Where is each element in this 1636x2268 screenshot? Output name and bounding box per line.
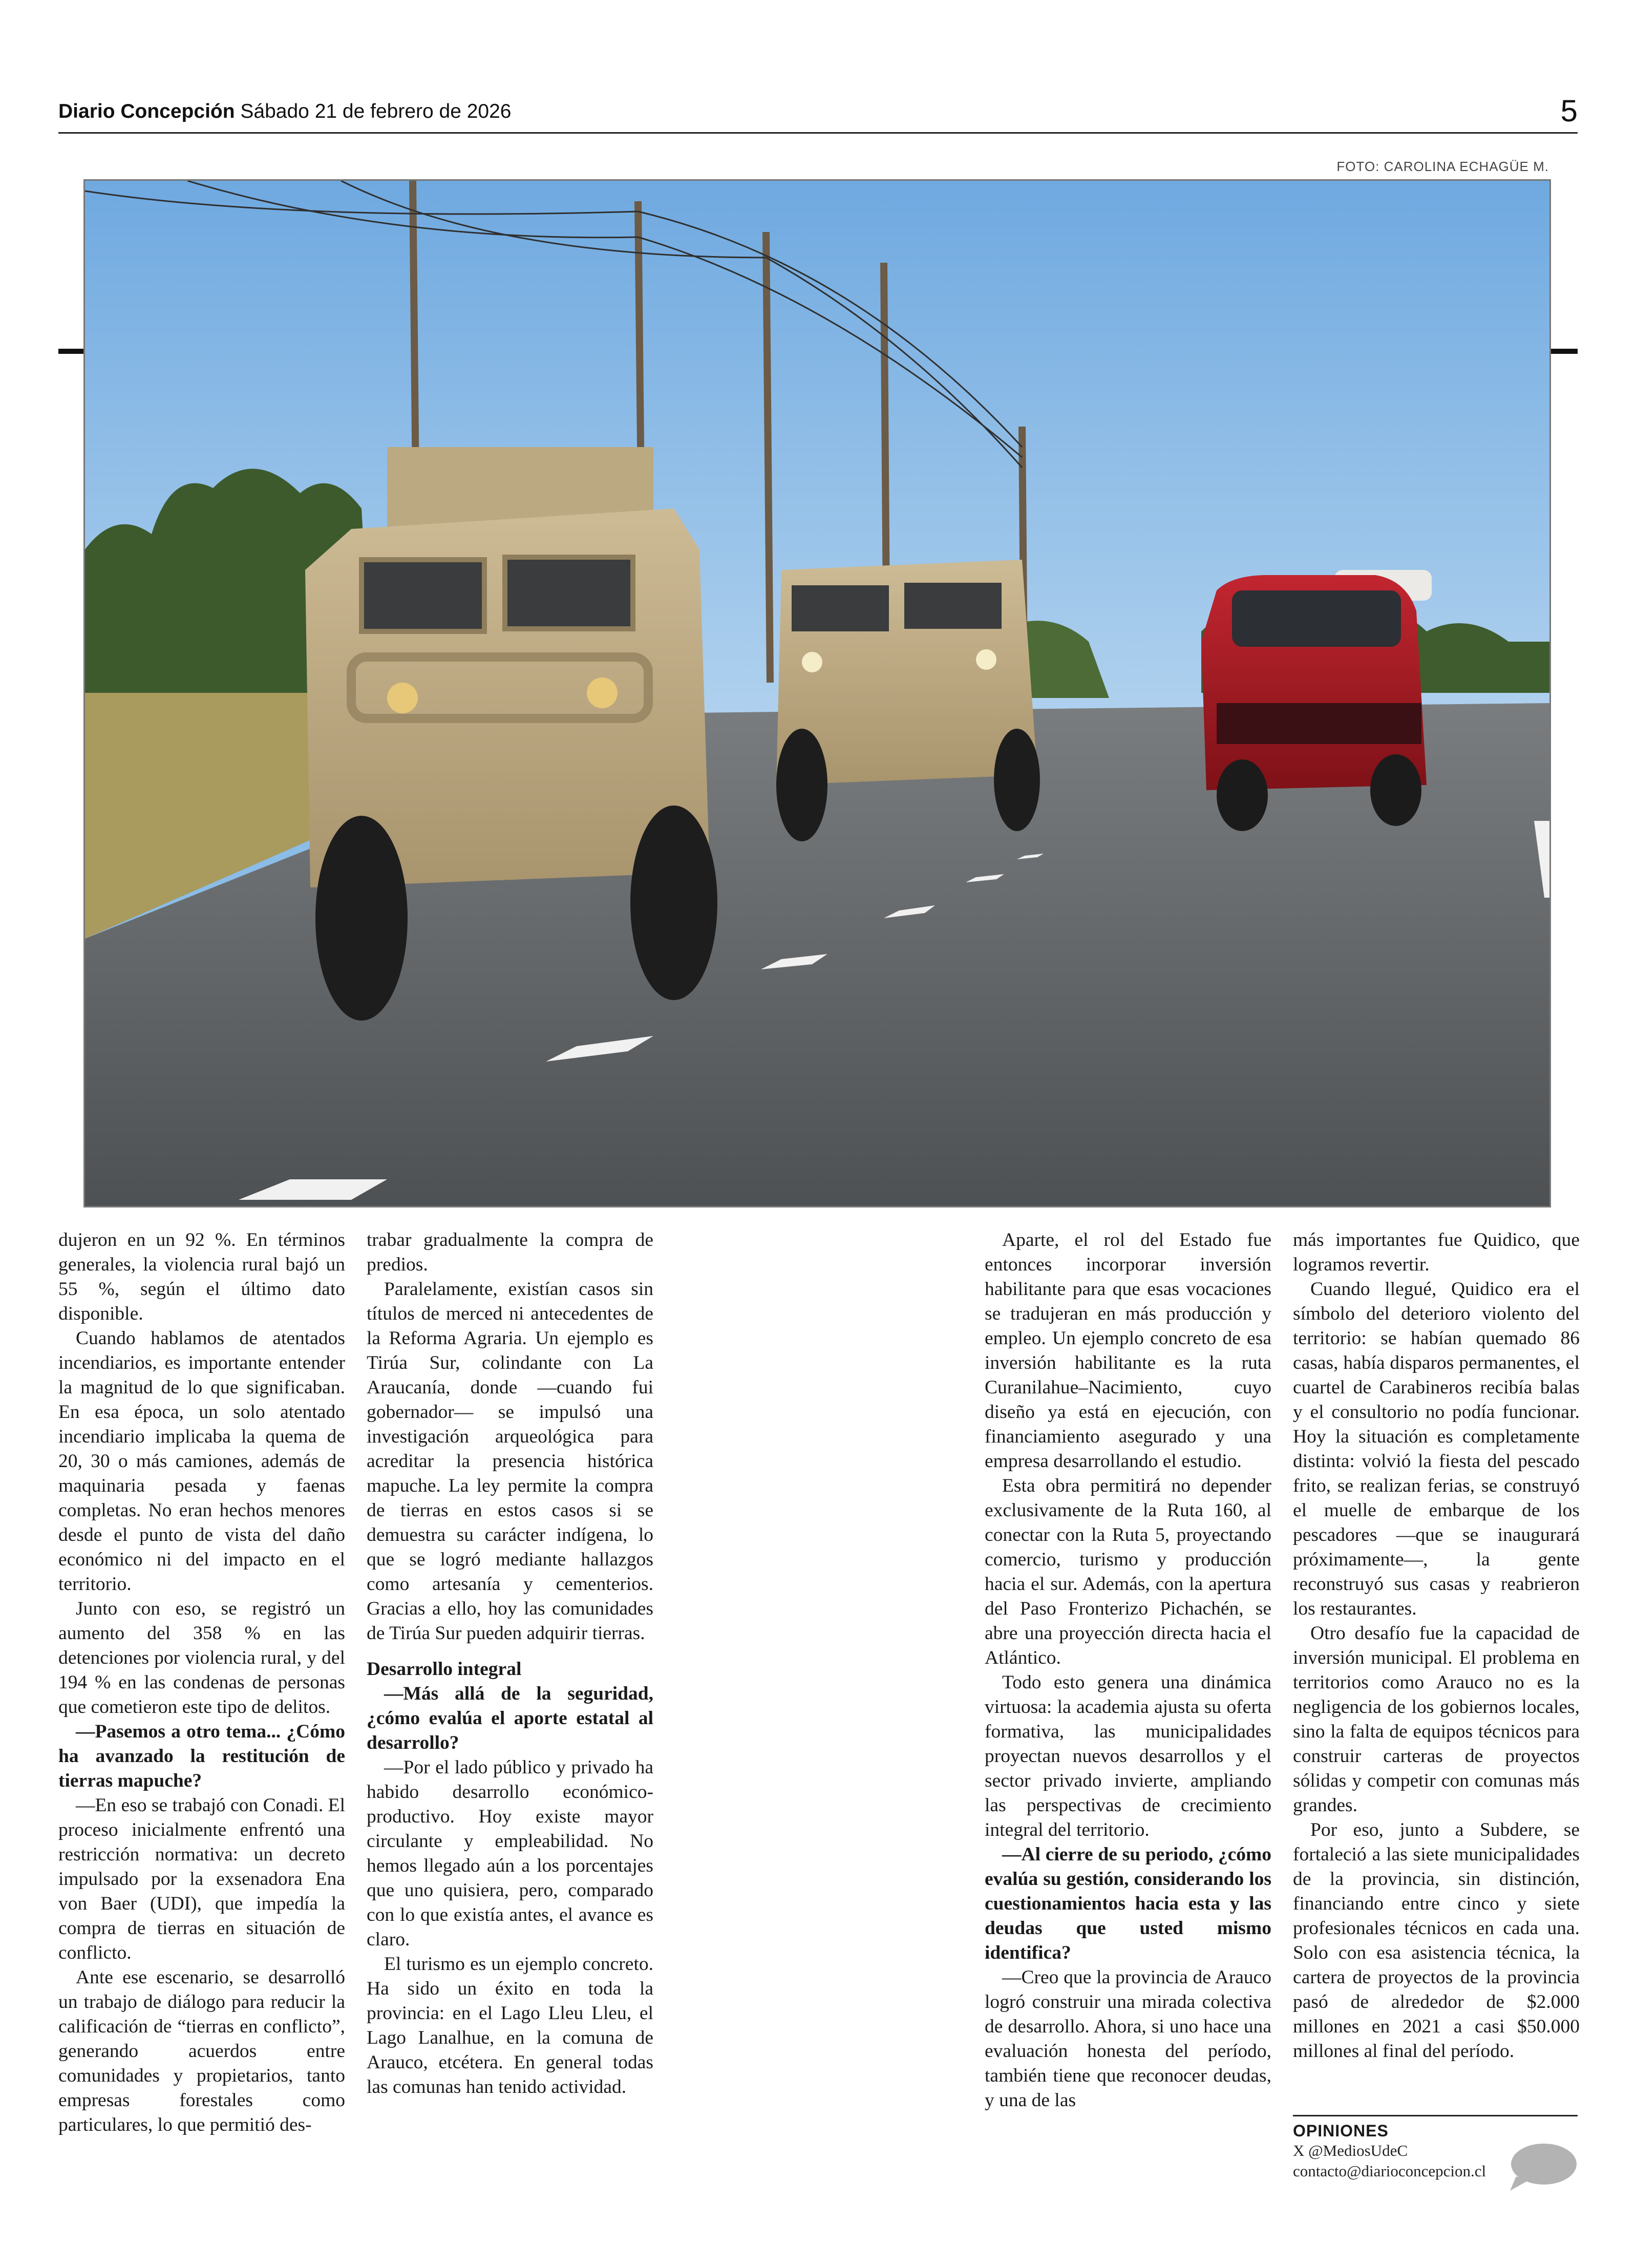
- article-paragraph: —Por el lado público y privado ha habido desarrollo económico-productivo. Hoy existe mayor circulante y empleabilidad. No hemos llegado aún a los porcentajes que uno quisiera, pero, comparado con lo que existía antes, el avance es claro.: [367, 1757, 653, 1950]
- opinions-box: [1293, 2115, 1578, 2181]
- article-paragraph: Cuando hablamos de atentados incendiarios, es importante entender la magnitud de lo que significaban. En esa época, un solo atentado incendiario implicaba la quema de 20, 30 o más camiones, además de maquinaria pesada y faenas completas. No eran hechos menores desde el punto de vista del daño económico ni del impacto en el territorio.: [58, 1328, 345, 1595]
- section-gap: [367, 1646, 653, 1657]
- article-paragraph: trabar gradualmente la compra de predios.: [367, 1230, 653, 1275]
- article-paragraph: Ante ese escenario, se desarrolló un trabajo de diálogo para reducir la calificación de “tierras en conflicto”, generando acuerdos entre comunidades y propietarios, tanto empresas forestales como particulares, lo que permitió des-: [58, 1967, 345, 2135]
- issue-date: Sábado 21 de febrero de 2026: [240, 100, 512, 122]
- newspaper-name: Diario Concepción: [58, 100, 235, 122]
- article-column-3: [985, 1228, 1271, 2113]
- article-paragraph: Paralelamente, existían casos sin títulos de merced ni antecedentes de la Reforma Agraria. Un ejemplo es Tirúa Sur, colindante con La Araucanía, donde —cuando fui gobernador— se impulsó una investigación arqueológica para acreditar la presencia histórica mapuche. La ley permite la compra de tierras en estos casos si se demuestra su carácter indígena, lo que se logró mediante hallazgos como artesanía y cementerios. Gracias a ello, hoy las comunidades de Tirúa Sur pueden adquirir tierras.: [367, 1279, 653, 1644]
- article-paragraph: más importantes fue Quidico, que logramos revertir.: [1293, 1230, 1580, 1275]
- article-column-1: [58, 1228, 345, 2137]
- article-paragraph: Por eso, junto a Subdere, se fortaleció a las siete municipalidades de la provincia, sin distinción, financiando entre cinco y siete profesionales técnicos en cada una. Solo con esa asistencia técnica, la cartera de proyectos de la provincia pasó de alrededor de $2.000 millones en 2021 a casi $50.000 millones al final del período.: [1293, 1819, 1580, 2062]
- interview-question: —Pasemos a otro tema... ¿Cómo ha avanzado la restitución de tierras mapuche?: [58, 1721, 345, 1791]
- interview-question: —Más allá de la seguridad, ¿cómo evalúa el aporte estatal al desarrollo?: [367, 1683, 653, 1753]
- news-photo: [83, 179, 1551, 1207]
- header-rule: [58, 132, 1578, 134]
- page-number: 5: [1560, 94, 1578, 128]
- article-paragraph: Todo esto genera una dinámica virtuosa: la academia ajusta su oferta formativa, las municipalidades proyectan nuevos desarrollos y el sector privado invierte, ampliando las perspectivas de crecimiento integral del territorio.: [985, 1672, 1271, 1840]
- article-paragraph: —En eso se trabajó con Conadi. El proceso inicialmente enfrentó una restricción normativa: un decreto impulsado por la exsenadora Ena von Baer (UDI), que impedía la compra de tierras en situación de conflicto.: [58, 1795, 345, 1963]
- article-column-2: [367, 1228, 653, 2100]
- photo-illustration: [85, 181, 1549, 1206]
- masthead: [58, 100, 512, 123]
- article-paragraph: Junto con eso, se registró un aumento del 358 % en las detenciones por violencia rural, y del 194 % en las condenas de personas que cometieron este tipo de delitos.: [58, 1598, 345, 1718]
- article-paragraph: Aparte, el rol del Estado fue entonces incorporar inversión habilitante para que esas vocaciones se tradujeran en más producción y empleo. Un ejemplo concreto de esa inversión habilitante es la ruta Curanilahue–Nacimiento, cuyo diseño ya está en ejecución, con financiamiento asegurado y una empresa desarrollando el estudio.: [985, 1230, 1271, 1472]
- article-paragraph: Otro desafío fue la capacidad de inversión municipal. El problema en territorios como Arauco no es la negligencia de los gobiernos locales, sino la falta de equipos técnicos para construir carteras de proyectos sólidas y competir con comunas más grandes.: [1293, 1623, 1580, 1816]
- article-paragraph: El turismo es un ejemplo concreto. Ha sido un éxito en toda la provincia: en el Lago Lleu Lleu, el Lago Lanalhue, en la comuna de Arauco, etcétera. En general todas las comunas han tenido actividad.: [367, 1954, 653, 2097]
- article-paragraph: —Creo que la provincia de Arauco logró construir una mirada colectiva de desarrollo. Ahora, si uno hace una evaluación honesta del período, también tiene que reconocer deudas, y una de las: [985, 1967, 1271, 2111]
- speech-bubble-icon: [1506, 2140, 1578, 2192]
- photo-credit: FOTO: CAROLINA ECHAGÜE M.: [1336, 159, 1549, 174]
- article-column-4: [1293, 1228, 1580, 2064]
- opinions-social-handle[interactable]: X @MediosUdeC: [1293, 2142, 1408, 2159]
- article-paragraph: Esta obra permitirá no depender exclusivamente de la Ruta 160, al conectar con la Ruta 5, proyectando comercio, turismo y producción hacia el sur. Además, con la apertura del Paso Fronterizo Pichachén, se abre una proyección directa hacia el Atlántico.: [985, 1475, 1271, 1668]
- interview-question: —Al cierre de su periodo, ¿cómo evalúa su gestión, considerando los cuestionamientos hacia esta y las deudas que usted mismo identifica?: [985, 1844, 1271, 1963]
- article-paragraph: dujeron en un 92 %. En términos generales, la violencia rural bajó un 55 %, según el último dato disponible.: [58, 1230, 345, 1324]
- opinions-email[interactable]: contacto@diarioconcepcion.cl: [1293, 2162, 1486, 2180]
- right-side-mark: [1548, 349, 1578, 354]
- article-paragraph: Cuando llegué, Quidico era el símbolo del deterioro violento del territorio: se habían quemado 86 casas, había disparos permanentes, el cuartel de Carabineros recibía balas y el consultorio no podía funcionar. Hoy la situación es completamente distinta: volvió la fiesta del pescado frito, se realizan ferias, se construyó el muelle de embarque de los pescadores —que se inaugurará próximamente—, la gente reconstruyó sus casas y reabrieron los restaurantes.: [1293, 1279, 1580, 1619]
- opinions-rule: [1293, 2115, 1578, 2116]
- section-subheading: Desarrollo integral: [367, 1659, 522, 1680]
- opinions-title: OPINIONES: [1293, 2122, 1389, 2140]
